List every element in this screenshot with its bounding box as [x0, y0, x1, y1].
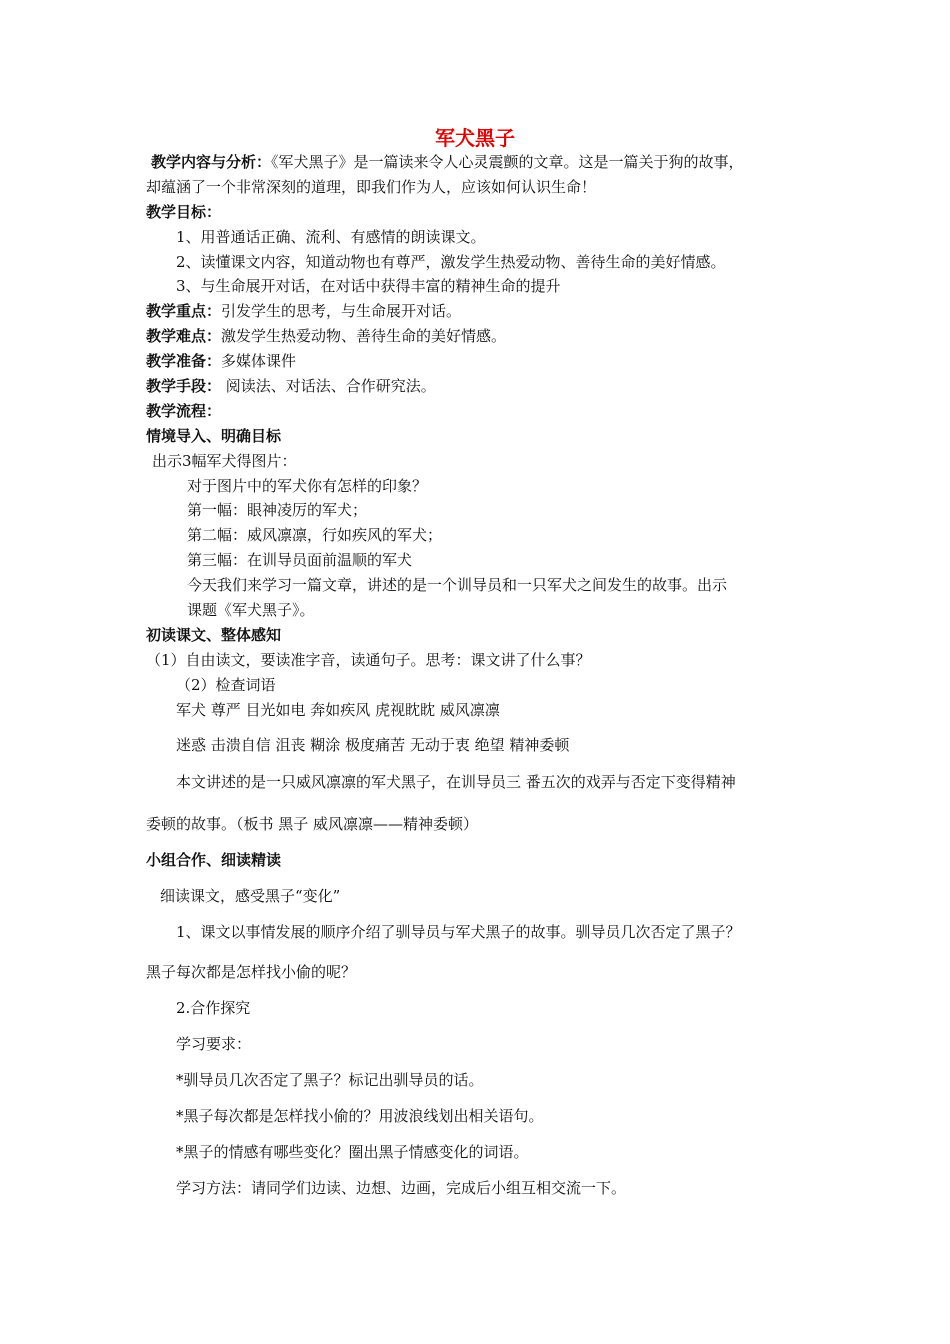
prep-text: 多媒体课件 [221, 352, 297, 370]
paragraph-line: 学习要求： [176, 1035, 252, 1053]
list-item: *黑子每次都是怎样找小偷的？用波浪线划出相关语句。 [176, 1107, 544, 1125]
paragraph-line: 学习方法：请同学们边读、边想、边画，完成后小组互相交流一下。 [176, 1179, 627, 1197]
section-heading: 小组合作、细读精读 [146, 851, 282, 869]
section-heading: 初读课文、整体感知 [146, 626, 282, 644]
paragraph-line: （1）自由读文，要读准字音，读通句子。思考：课文讲了什么事？ [146, 651, 591, 669]
intro-text: 《军犬黑子》是一篇读来令人心灵震颤的文章。这是一篇关于狗的故事， [271, 153, 744, 171]
goal-item: 2、读懂课文内容，知道动物也有尊严，激发学生热爱动物、善待生命的美好情感。 [176, 253, 726, 271]
paragraph-line: （2）检查词语 [176, 676, 276, 694]
paragraph-line: 今天我们来学习一篇文章，讲述的是一个训导员和一只军犬之间发生的故事。出示 [187, 576, 728, 594]
vocab-line: 军犬 尊严 目光如电 奔如疾风 虎视眈眈 威风凛凛 [176, 701, 500, 719]
key-label: 教学重点： [146, 302, 222, 320]
goal-item: 1、用普通话正确、流利、有感情的朗读课文。 [176, 228, 486, 246]
paragraph-line: 课题《军犬黑子》。 [187, 601, 315, 619]
paragraph-line: 本文讲述的是一只威风凛凛的军犬黑子，在训导员三 番五次的戏弄与否定下变得精神 [176, 773, 736, 791]
intro-line [151, 152, 744, 172]
prep-label: 教学准备： [146, 352, 222, 370]
paragraph-line: 1、课文以事情发展的顺序介绍了驯导员与军犬黑子的故事。驯导员几次否定了黑子？ [176, 923, 741, 941]
paragraph-line: 出示3幅军犬得图片： [152, 452, 297, 470]
method-label: 教学手段： [146, 377, 222, 395]
paragraph-line: 黑子每次都是怎样找小偷的呢？ [146, 963, 357, 981]
goals-label: 教学目标： [146, 203, 222, 221]
paragraph-line: 第一幅：眼神凌厉的军犬； [187, 501, 368, 519]
method-text: 阅读法、对话法、合作研究法。 [221, 377, 436, 395]
preparation-line [146, 351, 296, 371]
difficulty-line [146, 326, 506, 346]
paragraph-line: 细读课文，感受黑子“变化” [160, 887, 341, 905]
goal-item: 3、与生命展开对话，在对话中获得丰富的精神生命的提升 [176, 277, 561, 295]
vocab-line: 迷惑 击溃自信 沮丧 糊涂 极度痛苦 无动于衷 绝望 精神委顿 [176, 736, 570, 754]
section-heading: 情境导入、明确目标 [146, 427, 282, 445]
diff-text: 激发学生热爱动物、善待生命的美好情感。 [221, 327, 507, 345]
key-point-line [146, 301, 461, 321]
paragraph-line: 第三幅：在训导员面前温顺的军犬 [187, 551, 413, 569]
paragraph-line: 第二幅：威风凛凛，行如疾风的军犬； [187, 526, 443, 544]
intro-label: 教学内容与分析： [151, 153, 272, 171]
intro-text-2: 却蕴涵了一个非常深刻的道理，即我们作为人，应该如何认识生命！ [146, 178, 597, 196]
list-item: *黑子的情感有哪些变化？圈出黑子情感变化的词语。 [176, 1143, 529, 1161]
paragraph-line: 对于图片中的军犬你有怎样的印象？ [187, 477, 428, 495]
paragraph-line: 委顿的故事。（板书 黑子 威风凛凛——精神委顿） [146, 815, 479, 833]
method-line [146, 376, 436, 396]
document-title: 军犬黑子 [435, 126, 515, 150]
flow-label: 教学流程： [146, 402, 222, 420]
list-item: *驯导员几次否定了黑子？标记出驯导员的话。 [176, 1071, 484, 1089]
diff-label: 教学难点： [146, 327, 222, 345]
key-text: 引发学生的思考，与生命展开对话。 [221, 302, 462, 320]
paragraph-line: 2.合作探究 [176, 999, 251, 1017]
